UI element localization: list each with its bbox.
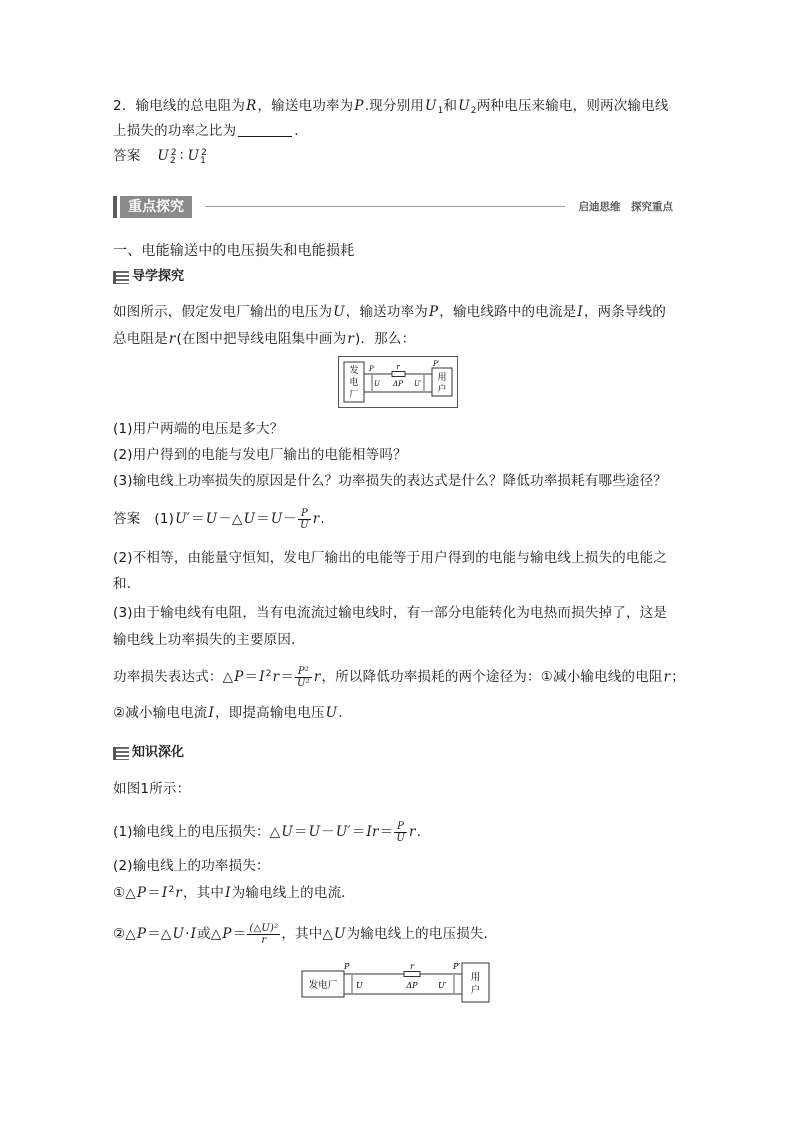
list-icon (113, 747, 129, 760)
voltage-loss-formula: (1)输电线上的电压损失：△U＝U－U′＝Ir＝ $\frac{P}{U}$ r. (113, 820, 422, 844)
label-r: r (410, 962, 414, 971)
label-p: P (344, 962, 350, 971)
label-delta-p: ΔP (393, 380, 403, 388)
user-char-1: 用 (437, 373, 447, 383)
question-2-line-2: 上损失的功率之比为 ． (113, 123, 309, 139)
plant-char-1: 发 (349, 366, 359, 376)
document-page: 2．输电线的总电阻为R，输送电功率为P.现分别用$U_1$和$U_2$两种电压来输电，则两次输电线 上损失的功率之比为 ． 答案 $U_2^2$ ∶ $U_1^2$ 重点探究 启迪思维 探究重点 一、电能输送中的电压损失和电能损耗 导学探究 如图所示，假定发电厂输出的电压为U，输送功率为P，输电线路中的电流是I，两条导线的 总电阻是r(在图中把导线电阻集中画为r)．那么： 发 电 厂 用 户 P U r ΔP P′ U′ (1)用户两端的电压是多大？ (2)用户得到的电能与发电厂输出的电能相等吗？ (3)输电线上功率损失的原因是什么？功率损失的表达式是什么？降低功率损耗有哪些途径？ 答案 (1)U′＝U－△U＝U－ $\frac{P}{U}$ r. (2)不相等，由能量守恒知，发电厂输出的电能等于用户得到的电能与输电线上损失的电能之 和． (3)由于输电线有电阻，当有电流流过输电线时，有一部分电能转化为电热而损失掉了，这是 输电线上功率损失的主要原因． 功率损失表达式：$\triangle P=I^2r=$ $\frac{\text{P²}}{\text{U²}}$ r，所以降低功率损耗的两个途径为：①减小输电线的电阻r； ②减小输电电流I，即提高输电电压U. 知识深化 如图1所示： (1)输电线上的电压损失：△U＝U－U′＝Ir＝ $\frac{P}{U}$ r. (2)输电线上的功率损失： $①\triangle P=I^2r$，其中I为输电线上的电流． ②△P＝△U·I或△P＝ $\frac{\text{(△U)²}}{r}$ ，其中△U为输电线上的电压损失． 发电厂 用 户 P U r ΔP P′ U′ (0, 0, 794, 1123)
reduce-loss-way-2: ②减小输电电流I，即提高输电电压U. (113, 705, 343, 721)
question-3: (3)输电线上功率损失的原因是什么？功率损失的表达式是什么？降低功率损耗有哪些途径？ (113, 473, 668, 489)
power-loss-heading: (2)输电线上的功率损失： (113, 858, 270, 874)
power-loss-expression: 功率损失表达式：$\triangle P=I^2r=$ $\frac{\text{P²}}{\text{U²}}$ r，所以降低功率损耗的两个途径为：①减小输电线的电阻r； (113, 665, 685, 689)
banner-subtitle: 启迪思维 探究重点 (578, 201, 673, 213)
plant-label: 发电厂 (308, 980, 338, 991)
fraction-p2-over-u2: $\frac{\text{P²}}{\text{U²}}$ (297, 665, 310, 689)
user-char-1: 用 (470, 972, 481, 983)
label-u: U (374, 380, 380, 388)
label-delta-p: ΔP (406, 981, 418, 990)
power-loss-formula-1: $①\triangle P=I^2r$，其中I为输电线上的电流． (113, 885, 355, 901)
fraction-du2-over-r: $\frac{\text{(△U)²}}{r}$ (249, 922, 279, 946)
banner-rule (205, 206, 565, 207)
question-2-line-1: 2．输电线的总电阻为R，输送电功率为P.现分别用$U_1$和$U_2$两种电压来输电，则两次输电线 (113, 98, 669, 116)
label-p: P (369, 365, 374, 373)
fraction-p-over-u-2: $\frac{P}{U}$ (396, 820, 405, 844)
intro-line-1: 如图所示，假定发电厂输出的电压为U，输送功率为P，输电线路中的电流是I，两条导线的 (113, 304, 667, 320)
answer-3-line-2: 输电线上功率损失的主要原因． (113, 632, 305, 648)
label-p-prime: P′ (453, 962, 461, 971)
label-r: r (396, 363, 400, 371)
power-loss-formula-2: ②△P＝△U·I或△P＝ $\frac{\text{(△U)²}}{r}$ ，其中△U为输电线上的电压损失． (113, 922, 498, 946)
user-char-2: 户 (470, 985, 481, 996)
transmission-circuit-diagram (338, 356, 458, 408)
list-icon (113, 271, 129, 284)
question-2-answer: 答案 $U_2^2$ ∶ $U_1^2$ (113, 148, 208, 166)
question-2: (2)用户得到的电能与发电厂输出的电能相等吗？ (113, 447, 407, 463)
answer-1: 答案 (1)U′＝U－△U＝U－ $\frac{P}{U}$ r. (113, 507, 325, 531)
plant-char-3: 厂 (349, 390, 359, 400)
question-1: (1)用户两端的电压是多大？ (113, 421, 284, 437)
banner-mark (113, 196, 117, 218)
plant-char-2: 电 (349, 378, 359, 388)
figure-reference: 如图1所示： (113, 781, 191, 797)
answer-2-line-1: (2)不相等，由能量守恒知，发电厂输出的电能等于用户得到的电能与输电线上损失的电能之 (113, 550, 668, 566)
section-banner (113, 196, 673, 218)
answer-2-line-2: 和． (113, 576, 141, 592)
section-heading: 一、电能输送中的电压损失和电能损耗 (113, 243, 355, 259)
label-u: U (356, 981, 363, 990)
answer-blank (238, 124, 292, 137)
answer-3-line-1: (3)由于输电线有电阻，当有电流流过输电线时，有一部分电能转化为电热而损失掉了，这是 (113, 605, 668, 621)
label-u-prime: U′ (438, 981, 447, 990)
label-p-prime: P′ (433, 360, 440, 368)
banner-title: 重点探究 (120, 196, 192, 218)
label-u-prime: U′ (414, 380, 422, 388)
figure-1-circuit-diagram (300, 960, 492, 1004)
intro-line-2: 总电阻是r(在图中把导线电阻集中画为r)．那么： (113, 331, 416, 347)
resistor (404, 972, 420, 977)
fraction-p-over-u: $\frac{P}{U}$ (300, 507, 309, 531)
resistor (392, 372, 405, 377)
user-char-2: 户 (437, 385, 447, 395)
